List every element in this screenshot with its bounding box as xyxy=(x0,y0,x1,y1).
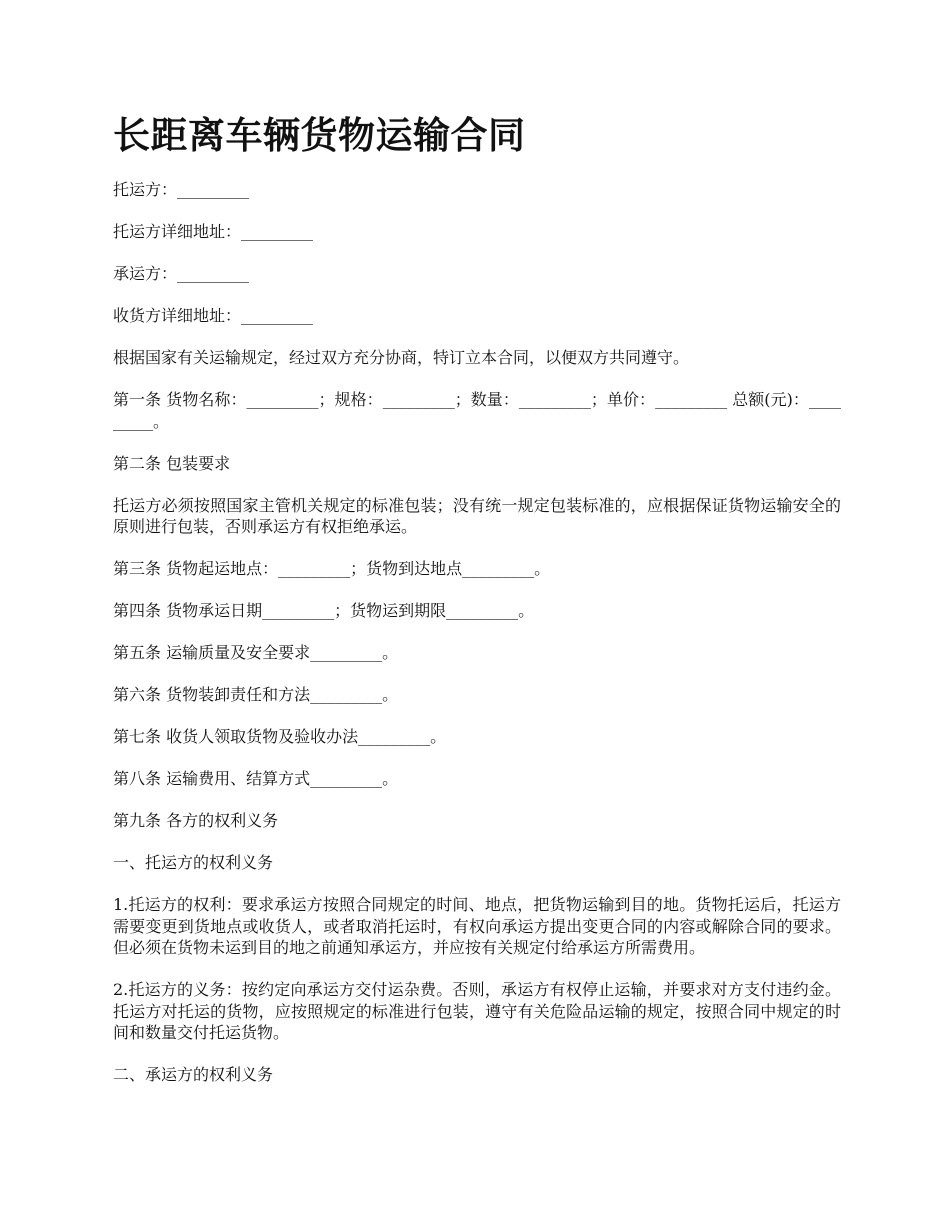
article-8: 第八条 运输费用、结算方式_________。 xyxy=(113,769,399,788)
article-7: 第七条 收货人领取货物及验收办法_________。 xyxy=(113,727,447,746)
shipper-address-field: 托运方详细地址：_________ xyxy=(113,222,314,241)
article-5: 第五条 运输质量及安全要求_________。 xyxy=(113,643,399,662)
article-4: 第四条 货物承运日期_________；货物运到期限_________。 xyxy=(113,601,535,620)
consignee-address-field: 收货方详细地址：_________ xyxy=(113,306,314,325)
packaging-paragraph: 托运方必须按照国家主管机关规定的标准包装；没有统一规定包装标准的，应根据保证货物运输安全的原则进行包装，否则承运方有权拒绝承运。 xyxy=(113,495,841,536)
carrier-field: 承运方：_________ xyxy=(113,264,250,283)
shipper-obligations-paragraph: 2.托运方的义务：按约定向承运方交付运杂费。否则，承运方有权停止运输，并要求对方支付违约金。托运方对托运的货物，应按照规定的标准进行包装，遵守有关危险品运输的规定，按照合同中规定的时间和数量交付托运货物。 xyxy=(113,980,841,1042)
article-2-heading: 第二条 包装要求 xyxy=(113,453,231,473)
preamble-paragraph: 根据国家有关运输规定，经过双方充分协商，特订立本合同，以便双方共同遵守。 xyxy=(113,348,690,367)
article-3: 第三条 货物起运地点：_________；货物到达地点_________。 xyxy=(113,559,551,578)
document-title: 长距离车辆货物运输合同 xyxy=(113,114,526,157)
article-6: 第六条 货物装卸责任和方法_________。 xyxy=(113,685,399,704)
document-page xyxy=(113,112,841,1106)
section-1-heading: 一、托运方的权利义务 xyxy=(113,853,274,872)
shipper-field: 托运方：_________ xyxy=(113,180,250,199)
article-9-heading: 第九条 各方的权利义务 xyxy=(113,811,279,830)
article-1: 第一条 货物名称：_________；规格：_________；数量：_________；单价：_________ 总额(元)：_________。 xyxy=(113,390,841,431)
section-2-heading: 二、承运方的权利义务 xyxy=(113,1065,274,1084)
shipper-rights-paragraph: 1.托运方的权利：要求承运方按照合同规定的时间、地点，把货物运输到目的地。货物托运后，托运方需要变更到货地点或收货人，或者取消托运时，有权向承运方提出变更合同的内容或解除合同的要求。但必须在货物未运到目的地之前通知承运方，并应按有关规定付给承运方所需费用。 xyxy=(113,895,841,957)
